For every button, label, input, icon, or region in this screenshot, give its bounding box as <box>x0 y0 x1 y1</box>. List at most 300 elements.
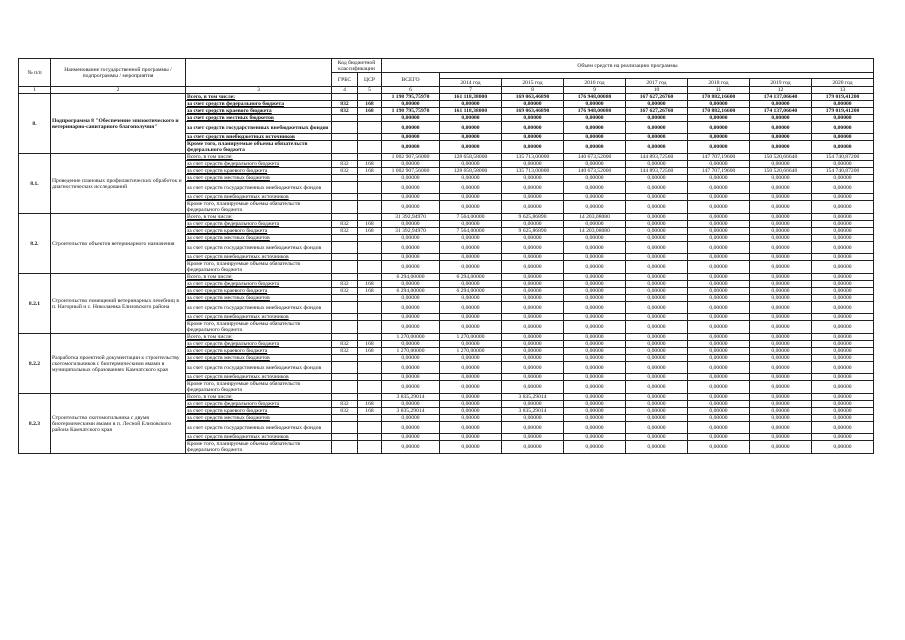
year-value: 0,00000 <box>440 134 502 141</box>
col-number: 2 <box>51 87 186 94</box>
year-value: 1 270,00000 <box>440 348 502 355</box>
year-value: 0,00000 <box>750 101 812 108</box>
funding-source-label: за счет средств краевого бюджета <box>186 228 332 235</box>
grbs-empty <box>332 381 358 394</box>
year-value: 0,00000 <box>750 288 812 295</box>
csr-empty <box>358 261 382 274</box>
year-value: 0,00000 <box>502 274 564 281</box>
year-value: 0,00000 <box>440 374 502 381</box>
year-value: 9 625,86890 <box>502 214 564 221</box>
year-header: 2017 год <box>626 79 688 87</box>
year-value: 0,00000 <box>502 314 564 321</box>
year-value: 128 658,58000 <box>440 154 502 161</box>
year-value: 0,00000 <box>502 194 564 201</box>
year-value: 0,00000 <box>440 201 502 214</box>
budget-table <box>18 58 874 454</box>
year-value: 0,00000 <box>626 122 688 134</box>
funding-source-label: за счет средств местных бюджетов <box>186 355 332 362</box>
year-value: 167 627,26760 <box>626 108 688 115</box>
grbs-empty <box>332 374 358 381</box>
year-value: 0,00000 <box>440 401 502 408</box>
funding-source-label: за счет средств государственных внебюджетных фондов <box>186 122 332 134</box>
year-value: 0,00000 <box>440 415 502 422</box>
csr-empty <box>358 141 382 154</box>
row-index: 8. <box>19 94 51 154</box>
year-value: 0,00000 <box>564 194 626 201</box>
year-value: 0,00000 <box>812 101 874 108</box>
year-value: 3 835,29014 <box>502 394 564 401</box>
col-number: 4 <box>332 87 358 94</box>
total-value: 0,00000 <box>382 141 440 154</box>
funding-source-label: Всего, в том числе: <box>186 274 332 281</box>
year-value: 176 948,00080 <box>564 94 626 101</box>
col-funds-header: Объем средств на реализацию программы <box>382 59 874 73</box>
total-value: 0,00000 <box>382 115 440 122</box>
year-value: 0,00000 <box>440 394 502 401</box>
funding-source-label: Всего, в том числе: <box>186 154 332 161</box>
year-value: 0,00000 <box>688 288 750 295</box>
funding-source-label: за счет средств краевого бюджета <box>186 108 332 115</box>
year-value: 0,00000 <box>750 134 812 141</box>
grbs-empty <box>332 201 358 214</box>
csr-empty <box>358 214 382 221</box>
year-value: 0,00000 <box>440 408 502 415</box>
csr-code: 168 <box>358 221 382 228</box>
year-value: 0,00000 <box>564 394 626 401</box>
year-value: 0,00000 <box>440 161 502 168</box>
csr-empty <box>358 182 382 194</box>
year-value: 144 893,72560 <box>626 154 688 161</box>
year-value: 0,00000 <box>750 394 812 401</box>
measure-name: Подпрограмма 8 "Обеспечение эпизоотического и ветеринарно-санитарного благополучия" <box>51 94 186 154</box>
grbs-empty <box>332 434 358 441</box>
total-value: 0,00000 <box>382 355 440 362</box>
year-value: 150 520,66640 <box>750 168 812 175</box>
year-value: 0,00000 <box>502 175 564 182</box>
year-value: 0,00000 <box>502 261 564 274</box>
budget-sheet <box>18 58 874 454</box>
csr-empty <box>358 415 382 422</box>
year-value: 0,00000 <box>750 341 812 348</box>
funding-source-label: за счет средств внебюджетных источников <box>186 314 332 321</box>
total-value: 1 198 795,75970 <box>382 108 440 115</box>
year-value: 0,00000 <box>502 415 564 422</box>
grbs-empty <box>332 175 358 182</box>
year-value: 0,00000 <box>440 434 502 441</box>
year-value: 6 294,00000 <box>440 288 502 295</box>
year-value: 14 203,08080 <box>564 228 626 235</box>
year-value: 0,00000 <box>812 401 874 408</box>
col-grbs-header: ГРБС <box>332 73 358 87</box>
year-value: 0,00000 <box>688 221 750 228</box>
year-value: 0,00000 <box>812 161 874 168</box>
year-value: 0,00000 <box>626 235 688 242</box>
year-value: 0,00000 <box>440 362 502 374</box>
col-csr-header: ЦСР <box>358 73 382 87</box>
year-value: 0,00000 <box>626 408 688 415</box>
col-number: 9 <box>564 87 626 94</box>
total-value: 1 002 907,56000 <box>382 168 440 175</box>
total-value: 0,00000 <box>382 161 440 168</box>
funding-source-label: Всего, в том числе: <box>186 394 332 401</box>
year-value: 0,00000 <box>626 101 688 108</box>
funding-source-label: за счет средств краевого бюджета <box>186 168 332 175</box>
year-value: 0,00000 <box>564 288 626 295</box>
funding-source-label: за счет средств федерального бюджета <box>186 281 332 288</box>
year-value: 0,00000 <box>750 201 812 214</box>
funding-source-label: за счет средств краевого бюджета <box>186 348 332 355</box>
grbs-code: 832 <box>332 401 358 408</box>
csr-empty <box>358 175 382 182</box>
csr-empty <box>358 122 382 134</box>
col-number: 1 <box>19 87 51 94</box>
csr-empty <box>358 94 382 101</box>
csr-code: 168 <box>358 341 382 348</box>
year-value: 0,00000 <box>440 221 502 228</box>
csr-code: 168 <box>358 108 382 115</box>
year-value: 0,00000 <box>812 201 874 214</box>
funding-source-label: Всего, в том числе: <box>186 334 332 341</box>
table-row <box>19 214 874 221</box>
funding-source-label: за счет средств внебюджетных источников <box>186 194 332 201</box>
year-value: 0,00000 <box>564 348 626 355</box>
year-value: 0,00000 <box>688 321 750 334</box>
year-value: 0,00000 <box>440 381 502 394</box>
table-row <box>19 394 874 401</box>
year-value: 140 673,52000 <box>564 154 626 161</box>
grbs-code: 832 <box>332 348 358 355</box>
year-value: 0,00000 <box>688 228 750 235</box>
total-value: 0,00000 <box>382 261 440 274</box>
year-value: 0,00000 <box>812 141 874 154</box>
total-value: 0,00000 <box>382 381 440 394</box>
year-value: 0,00000 <box>750 214 812 221</box>
year-value: 0,00000 <box>688 242 750 254</box>
year-value: 0,00000 <box>688 362 750 374</box>
table-row <box>19 154 874 161</box>
year-value: 169 063,46890 <box>502 94 564 101</box>
total-value: 3 835,29014 <box>382 394 440 401</box>
year-value: 0,00000 <box>440 242 502 254</box>
year-value: 0,00000 <box>750 194 812 201</box>
year-value: 0,00000 <box>502 321 564 334</box>
year-value: 0,00000 <box>750 141 812 154</box>
year-value: 0,00000 <box>440 115 502 122</box>
funding-source-label: за счет средств федерального бюджета <box>186 101 332 108</box>
col-number: 7 <box>440 87 502 94</box>
year-value: 0,00000 <box>750 422 812 434</box>
funding-source-label: за счет средств местных бюджетов <box>186 295 332 302</box>
year-value: 1 270,00000 <box>440 334 502 341</box>
col-number: 3 <box>186 87 332 94</box>
year-value: 0,00000 <box>440 422 502 434</box>
funding-source-label: за счет средств федерального бюджета <box>186 401 332 408</box>
year-value: 0,00000 <box>564 182 626 194</box>
year-value: 0,00000 <box>564 235 626 242</box>
year-value: 0,00000 <box>688 374 750 381</box>
grbs-empty <box>332 115 358 122</box>
total-value: 6 294,00000 <box>382 288 440 295</box>
year-value: 144 893,72560 <box>626 168 688 175</box>
year-value: 0,00000 <box>750 334 812 341</box>
csr-empty <box>358 154 382 161</box>
year-value: 0,00000 <box>688 122 750 134</box>
total-value: 3 835,29014 <box>382 408 440 415</box>
funding-source-label: за счет средств краевого бюджета <box>186 408 332 415</box>
year-value: 0,00000 <box>750 314 812 321</box>
year-value: 0,00000 <box>626 288 688 295</box>
grbs-code: 832 <box>332 108 358 115</box>
year-value: 0,00000 <box>564 101 626 108</box>
total-value: 0,00000 <box>382 362 440 374</box>
year-value: 0,00000 <box>750 228 812 235</box>
year-value: 0,00000 <box>626 295 688 302</box>
total-value: 0,00000 <box>382 434 440 441</box>
csr-code: 168 <box>358 408 382 415</box>
total-value: 0,00000 <box>382 194 440 201</box>
year-value: 0,00000 <box>502 441 564 454</box>
year-value: 0,00000 <box>502 235 564 242</box>
year-value: 0,00000 <box>564 321 626 334</box>
year-value: 0,00000 <box>750 235 812 242</box>
total-value: 0,00000 <box>382 182 440 194</box>
year-value: 0,00000 <box>626 242 688 254</box>
year-value: 147 707,19600 <box>688 168 750 175</box>
year-value: 0,00000 <box>502 281 564 288</box>
csr-code: 168 <box>358 401 382 408</box>
year-value: 0,00000 <box>502 355 564 362</box>
grbs-empty <box>332 314 358 321</box>
csr-empty <box>358 381 382 394</box>
year-value: 0,00000 <box>688 235 750 242</box>
year-value: 0,00000 <box>626 161 688 168</box>
year-value: 150 520,66640 <box>750 154 812 161</box>
funding-source-label: за счет средств местных бюджетов <box>186 235 332 242</box>
year-header: 2020 год <box>812 79 874 87</box>
funding-source-label: за счет средств внебюджетных источников <box>186 434 332 441</box>
year-value: 0,00000 <box>626 182 688 194</box>
year-value: 0,00000 <box>750 415 812 422</box>
total-value: 0,00000 <box>382 422 440 434</box>
total-value: 0,00000 <box>382 281 440 288</box>
year-value: 0,00000 <box>688 175 750 182</box>
col-number: 8 <box>502 87 564 94</box>
year-value: 0,00000 <box>750 355 812 362</box>
year-value: 0,00000 <box>812 321 874 334</box>
year-value: 0,00000 <box>626 221 688 228</box>
year-value: 0,00000 <box>502 362 564 374</box>
funding-source-label: Кроме того, планируемые объемы обязательств федерального бюджета <box>186 201 332 214</box>
funding-source-label: за счет средств государственных внебюджетных фондов <box>186 362 332 374</box>
year-value: 7 564,00000 <box>440 228 502 235</box>
total-value: 1 270,00000 <box>382 334 440 341</box>
csr-empty <box>358 254 382 261</box>
year-value: 0,00000 <box>812 415 874 422</box>
measure-name: Строительство скотомогильника с двумя биотермическими ямами в п. Лесной Елизовского района Камчатского края <box>51 394 186 454</box>
year-value: 0,00000 <box>688 401 750 408</box>
year-value: 0,00000 <box>750 175 812 182</box>
year-value: 0,00000 <box>564 362 626 374</box>
csr-empty <box>358 394 382 401</box>
year-value: 147 707,19600 <box>688 154 750 161</box>
year-value: 0,00000 <box>812 408 874 415</box>
csr-empty <box>358 334 382 341</box>
year-value: 0,00000 <box>688 101 750 108</box>
grbs-code: 832 <box>332 281 358 288</box>
grbs-empty <box>332 334 358 341</box>
total-value: 0,00000 <box>382 134 440 141</box>
year-value: 6 294,00000 <box>440 274 502 281</box>
year-value: 0,00000 <box>626 314 688 321</box>
year-value: 0,00000 <box>564 141 626 154</box>
csr-code: 168 <box>358 101 382 108</box>
year-value: 0,00000 <box>626 281 688 288</box>
year-value: 3 835,29014 <box>502 408 564 415</box>
year-value: 179 019,41200 <box>812 94 874 101</box>
grbs-empty <box>332 415 358 422</box>
year-value: 135 713,00000 <box>502 168 564 175</box>
year-value: 0,00000 <box>750 381 812 394</box>
year-value: 176 948,00080 <box>564 108 626 115</box>
year-value: 0,00000 <box>626 394 688 401</box>
year-value: 0,00000 <box>626 321 688 334</box>
year-value: 0,00000 <box>502 182 564 194</box>
year-value: 0,00000 <box>688 408 750 415</box>
year-value: 0,00000 <box>502 341 564 348</box>
year-value: 0,00000 <box>440 321 502 334</box>
year-value: 0,00000 <box>750 408 812 415</box>
year-value: 0,00000 <box>688 381 750 394</box>
grbs-empty <box>332 362 358 374</box>
year-value: 0,00000 <box>626 134 688 141</box>
grbs-code: 832 <box>332 221 358 228</box>
csr-code: 168 <box>358 161 382 168</box>
year-value: 0,00000 <box>502 221 564 228</box>
year-value: 0,00000 <box>564 201 626 214</box>
funding-source-label: за счет средств федерального бюджета <box>186 161 332 168</box>
csr-empty <box>358 242 382 254</box>
year-value: 0,00000 <box>688 394 750 401</box>
year-value: 14 203,08080 <box>564 214 626 221</box>
year-value: 0,00000 <box>750 295 812 302</box>
year-value: 0,00000 <box>750 274 812 281</box>
csr-empty <box>358 274 382 281</box>
year-value: 140 673,52000 <box>564 168 626 175</box>
year-value: 0,00000 <box>564 334 626 341</box>
year-header: 2018 год <box>688 79 750 87</box>
year-value: 0,00000 <box>626 381 688 394</box>
grbs-code: 832 <box>332 341 358 348</box>
grbs-code: 832 <box>332 408 358 415</box>
csr-empty <box>358 355 382 362</box>
csr-empty <box>358 434 382 441</box>
funding-source-label: за счет средств внебюджетных источников <box>186 374 332 381</box>
year-value: 0,00000 <box>750 434 812 441</box>
year-value: 0,00000 <box>440 355 502 362</box>
year-value: 0,00000 <box>502 374 564 381</box>
grbs-empty <box>332 274 358 281</box>
year-value: 0,00000 <box>440 182 502 194</box>
year-header: 2014 год <box>440 79 502 87</box>
year-value: 0,00000 <box>688 348 750 355</box>
col-code-header: Код бюджетной классификации <box>332 59 382 73</box>
grbs-empty <box>332 214 358 221</box>
year-value: 0,00000 <box>688 182 750 194</box>
grbs-code: 832 <box>332 101 358 108</box>
year-value: 0,00000 <box>502 122 564 134</box>
csr-empty <box>358 441 382 454</box>
year-value: 0,00000 <box>440 101 502 108</box>
year-value: 0,00000 <box>564 242 626 254</box>
total-value: 0,00000 <box>382 441 440 454</box>
row-index: 8.2.2 <box>19 334 51 394</box>
year-value: 0,00000 <box>812 434 874 441</box>
funding-source-label: за счет средств краевого бюджета <box>186 288 332 295</box>
year-value: 0,00000 <box>626 374 688 381</box>
csr-empty <box>358 314 382 321</box>
grbs-empty <box>332 141 358 154</box>
csr-empty <box>358 321 382 334</box>
year-value: 0,00000 <box>750 348 812 355</box>
grbs-empty <box>332 295 358 302</box>
year-value: 0,00000 <box>626 355 688 362</box>
year-value: 128 658,58000 <box>440 168 502 175</box>
year-value: 161 118,38000 <box>440 108 502 115</box>
year-value: 0,00000 <box>750 261 812 274</box>
year-value: 0,00000 <box>688 415 750 422</box>
csr-code: 168 <box>358 348 382 355</box>
funding-source-label: за счет средств местных бюджетов <box>186 115 332 122</box>
year-header: 2016 год <box>564 79 626 87</box>
total-value: 6 294,00000 <box>382 274 440 281</box>
year-value: 0,00000 <box>812 228 874 235</box>
year-value: 0,00000 <box>564 422 626 434</box>
total-value: 0,00000 <box>382 401 440 408</box>
year-value: 0,00000 <box>688 314 750 321</box>
year-value: 0,00000 <box>440 254 502 261</box>
year-value: 0,00000 <box>440 175 502 182</box>
year-value: 0,00000 <box>812 122 874 134</box>
grbs-empty <box>332 194 358 201</box>
year-value: 135 713,00000 <box>502 154 564 161</box>
year-value: 0,00000 <box>688 261 750 274</box>
year-value: 0,00000 <box>750 115 812 122</box>
year-value: 9 625,86890 <box>502 228 564 235</box>
col-blank-header <box>186 59 332 87</box>
grbs-empty <box>332 355 358 362</box>
year-value: 0,00000 <box>564 175 626 182</box>
total-value: 0,00000 <box>382 221 440 228</box>
col-number: 13 <box>812 87 874 94</box>
year-value: 0,00000 <box>626 401 688 408</box>
funding-source-label: за счет средств внебюджетных источников <box>186 254 332 261</box>
year-value: 0,00000 <box>688 302 750 314</box>
grbs-empty <box>332 122 358 134</box>
year-value: 0,00000 <box>812 348 874 355</box>
year-value: 0,00000 <box>564 115 626 122</box>
funding-source-label: Кроме того, планируемые объемы обязательств федерального бюджета <box>186 381 332 394</box>
measure-name: Разработка проектной документации к строительству скотомогильников с биотермическими ямами в муниципальных образованиях Камчатского края <box>51 334 186 394</box>
year-value: 0,00000 <box>812 175 874 182</box>
year-value: 0,00000 <box>688 441 750 454</box>
year-value: 0,00000 <box>750 254 812 261</box>
funding-source-label: Кроме того, планируемые объемы обязательств федерального бюджета <box>186 261 332 274</box>
year-value: 0,00000 <box>502 302 564 314</box>
total-value: 0,00000 <box>382 314 440 321</box>
year-value: 0,00000 <box>812 182 874 194</box>
col-number: 12 <box>750 87 812 94</box>
year-value: 0,00000 <box>812 242 874 254</box>
